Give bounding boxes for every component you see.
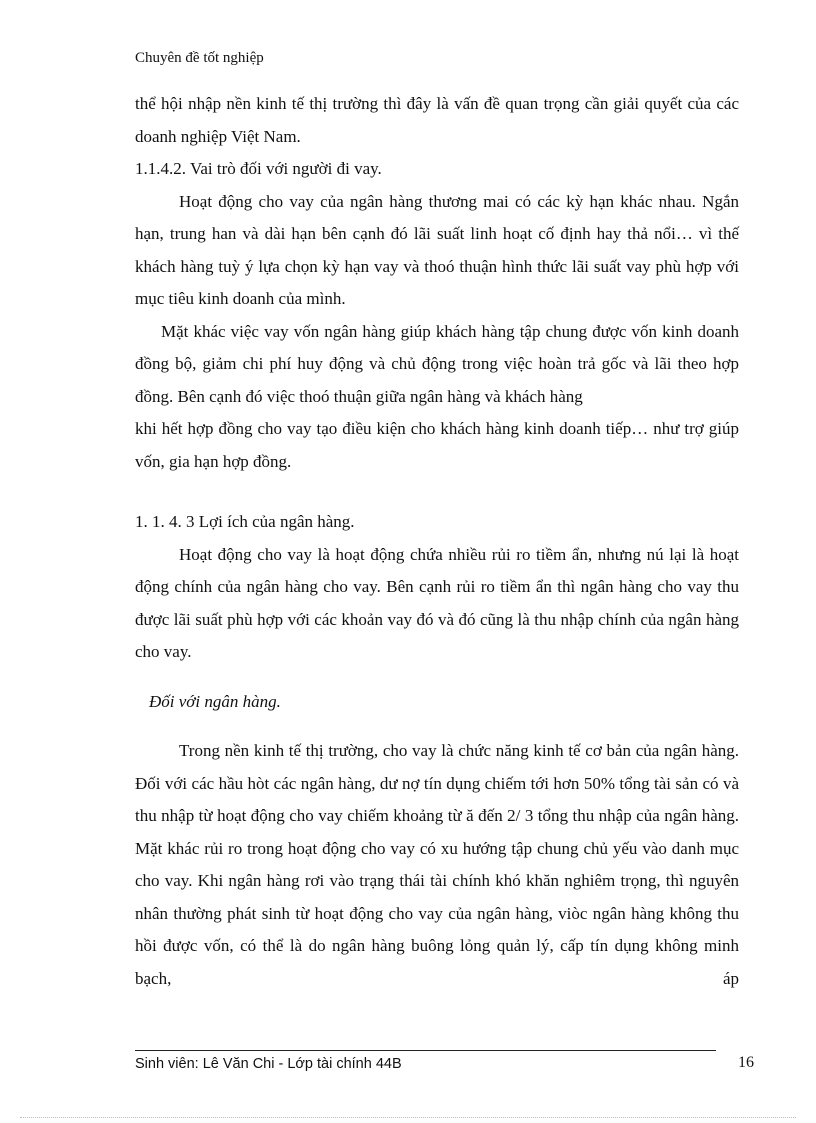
paragraph-3a: Mặt khác việc vay vốn ngân hàng giúp khách hàng tập chung được vốn kinh doanh đồng bộ, giảm chi phí huy động và chủ động trong việc hoàn trả gốc và lãi theo hợp đồng. Bên cạnh đó việc thoó thuận giữa ngân hàng và khách hàng [135,321,739,406]
paragraph-5: Trong nền kinh tế thị trường, cho vay là chức năng kinh tế cơ bản của ngân hàng. Đối với các hầu hòt các ngân hàng, dư nợ tín dụng chiếm tới hơn 50% tổng tài sản có và thu nhập từ hoạt động cho vay chiếm khoảng từ ă đến 2/ 3 tổng thu nhập của ngân hàng. Mặt khác rủi ro trong hoạt động cho vay có xu hướng tập chung chủ yếu vào danh mục cho vay. Khi ngân hàng rơi vào trạng thái tài chính khó khăn nghiêm trọng, thì nguyên nhân thường phát sinh từ hoạt động cho vay của ngân hàng, viòc ngân hàng không thu hồi được vốn, có thể là do ngân hàng buông lỏng quản lý, cấp tín dụng không minh bạch, áp [135,741,739,988]
section-heading-1-1-4-2: 1.1.4.2. Vai trò đối với người đi vay. [135,159,382,178]
section-heading-1-1-4-3: 1. 1. 4. 3 Lợi ích của ngân hàng. [135,512,355,531]
paragraph-1: thể hội nhập nền kinh tế thị trường thì đây là vấn đề quan trọng cần giải quyết của các doanh nghiệp Việt Nam. [135,94,739,146]
footer-rule [135,1050,716,1051]
page-edge-dotted-line [20,1117,796,1118]
footer-student-info: Sinh viên: Lê Văn Chi - Lớp tài chính 44B [135,1056,402,1072]
paragraph-4: Hoạt động cho vay là hoạt động chứa nhiều rủi ro tiềm ẩn, nhưng nú lại là hoạt động chính của ngân hàng cho vay. Bên cạnh rủi ro tiềm ẩn thì ngân hàng cho vay thu được lãi suất phù hợp với các khoản vay đó và đó cũng là thu nhập chính của ngân hàng cho vay. [135,544,739,661]
page-number: 16 [738,1054,754,1071]
italic-subheading: Đối với ngân hàng. [149,691,281,711]
running-header: Chuyên đề tốt nghiệp [135,50,264,66]
spacer [135,478,739,506]
body-text [135,88,739,995]
paragraph-2: Hoạt động cho vay của ngân hàng thương mai có các kỳ hạn khác nhau. Ngắn hạn, trung han và dài hạn bên cạnh đó lãi suất linh hoạt cố định hay thả nổi… vì thế khách hàng tuỳ ý lựa chọn kỳ hạn vay và thoó thuận hình thức lãi suất vay phù hợp với mục tiêu kinh doanh của mình. [135,191,739,308]
paragraph-3b: khi hết hợp đồng cho vay tạo điều kiện cho khách hàng kinh doanh tiếp… như trợ giúp vốn, gia hạn hợp đồng. [135,419,739,471]
